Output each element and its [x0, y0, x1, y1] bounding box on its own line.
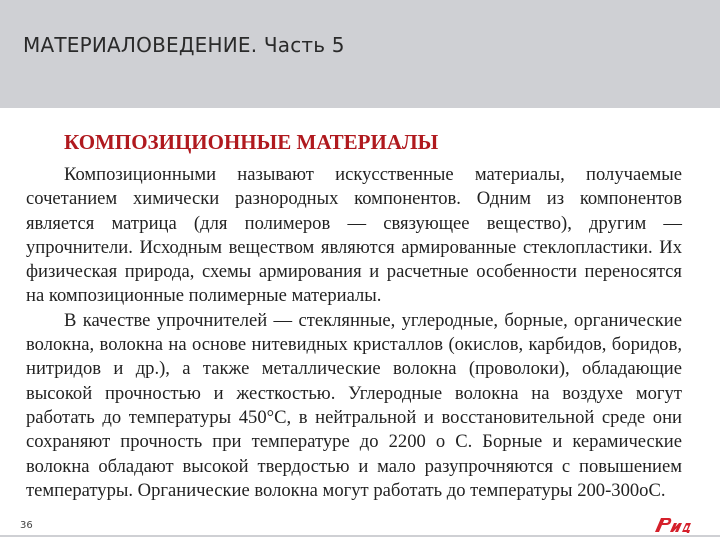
paragraph-reinforcements: В качестве упрочнителей — стеклянные, углеродные, борные, органические волокна, волокна на основе нитевидных кристаллов (окислов, карбидов, боридов, нитридов и др.), а также металлические волокна (проволоки), обладающие высокой прочностью и жесткостью. Углеродные волокна на воздухе могут работать до температуры 450°С, в нейтральной и восстановительной среде они сохраняют прочность при температуре до 2200 о С. Борные и керамические волокна обладают высокой твердостью и мало разупрочняются с повышением температуры. Органические волокна могут работать до температуры 200-300оС.: [26, 309, 682, 501]
body-text: [26, 163, 682, 503]
paragraph-definition: Композиционными называют искусственные материалы, получаемые сочетанием химически разнородных компонентов. Одним из компонентов является матрица (для полимеров — связующее вещество), другим — упрочнители. Исходным веществом являются армированные стеклопластики. Их физическая природа, схемы армирования и расчетные особенности переносятся на композиционные полимерные материалы.: [26, 164, 682, 307]
section-title: КОМПОЗИЦИОННЫЕ МАТЕРИАЛЫ: [64, 130, 439, 154]
page-number: 36: [20, 520, 33, 531]
rzd-logo-icon: [653, 514, 693, 534]
footer-divider: [0, 535, 720, 537]
page-header-title: МАТЕРИАЛОВЕДЕНИЕ. Часть 5: [23, 33, 345, 57]
